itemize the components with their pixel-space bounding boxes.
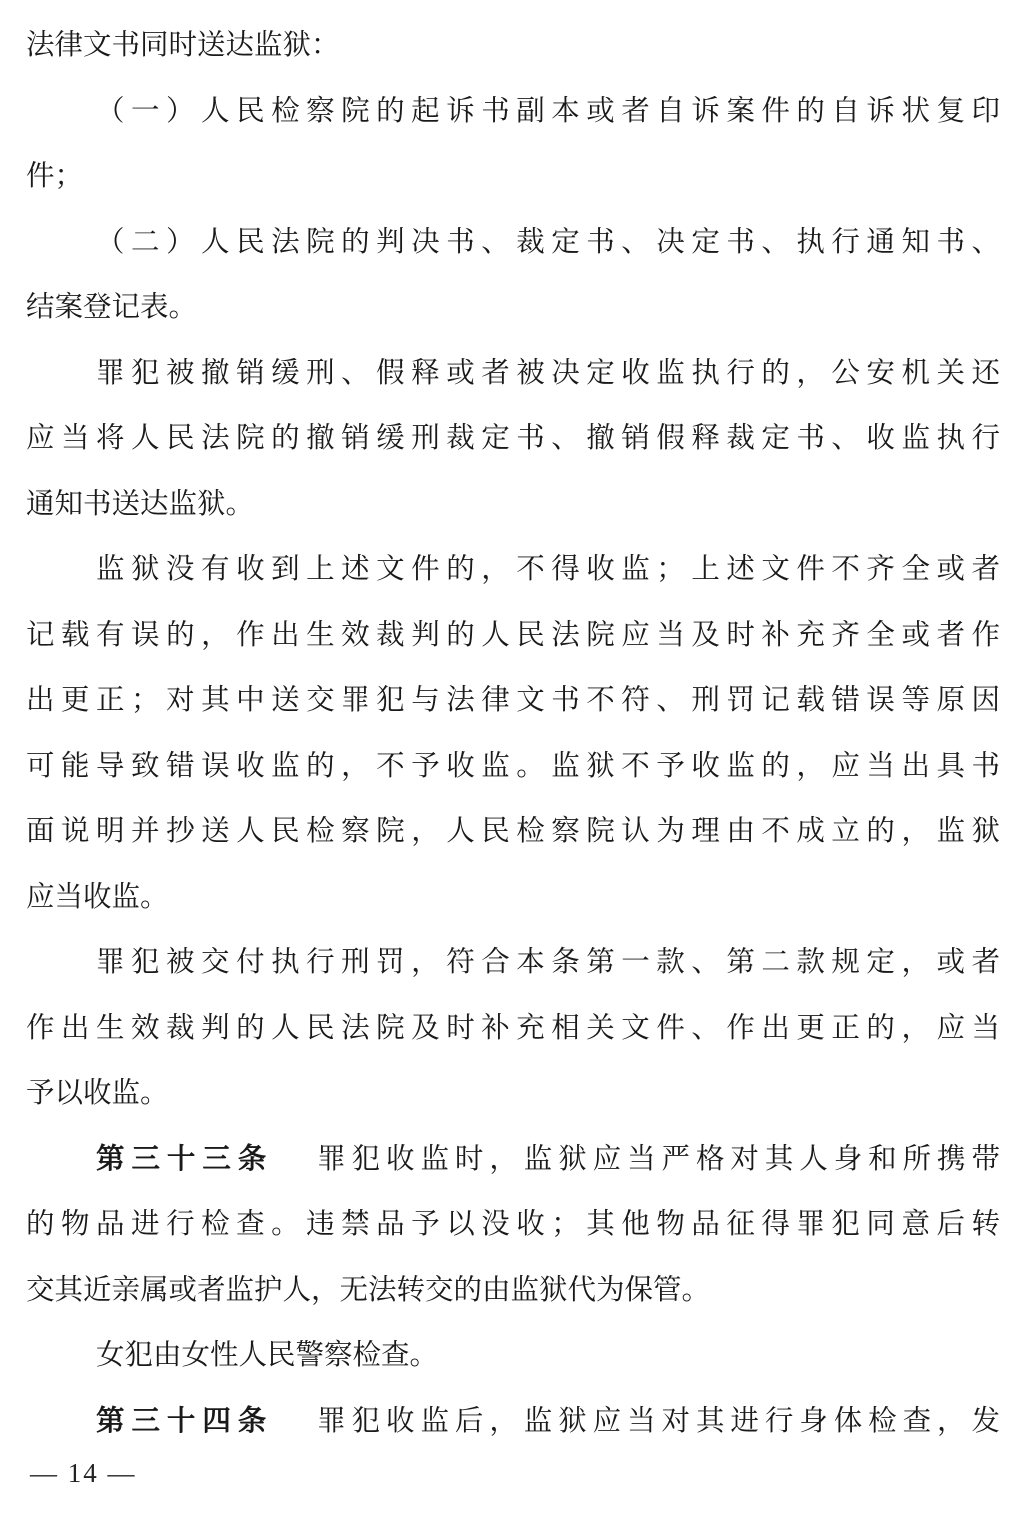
article-34-line [26,1388,1000,1454]
text-line: 作出生效裁判的人民法院及时补充相关文件、作出更正的，应当 [26,1010,1000,1044]
article-text: 罪犯收监后，监狱应当对其进行身体检查，发 [311,1403,1000,1437]
text-line: 可能导致错误收监的，不予收监。监狱不予收监的，应当出具书 [26,748,1000,782]
text-line: 件； [26,159,84,192]
text-line: 罪犯被交付执行刑罚，符合本条第一款、第二款规定，或者 [96,945,1000,978]
document-body [26,12,1000,1453]
text-line: 应当收监。 [26,879,169,913]
text-line: 出更正；对其中送交罪犯与法律文书不符、刑罚记载错误等原因 [26,683,1000,716]
text-line: （一）人民检察院的起诉书副本或者自诉案件的自诉状复印 [96,93,1000,127]
article-heading: 第三十四条 [96,1403,274,1437]
text-line: 通知书送达监狱。 [26,486,255,520]
article-33-line [26,1126,1000,1192]
text-line: 应当将人民法院的撤销缓刑裁定书、撤销假释裁定书、收监执行 [26,421,1000,454]
text-line: 罪犯被撤销缓刑、假释或者被决定收监执行的，公安机关还 [96,355,1000,389]
article-text: 罪犯收监时，监狱应当严格对其人身和所携带 [311,1141,1000,1175]
text-line: 女犯由女性人民警察检查。 [96,1338,439,1371]
text-line: （二）人民法院的判决书、裁定书、决定书、执行通知书、 [96,224,1000,258]
text-line: 交其近亲属或者监护人，无法转交的由监狱代为保管。 [26,1272,711,1306]
article-heading: 第三十三条 [96,1141,274,1175]
text-line: 予以收监。 [26,1076,169,1109]
text-line: 结案登记表。 [26,290,198,323]
text-line: 监狱没有收到上述文件的，不得收监；上述文件不齐全或者 [96,552,1000,585]
text-line: 的物品进行检查。违禁品予以没收；其他物品征得罪犯同意后转 [26,1207,1000,1240]
text-line: 法律文书同时送达监狱： [26,28,340,61]
page-number: — 14 — [30,1458,137,1488]
text-line: 记载有误的，作出生效裁判的人民法院应当及时补充齐全或者作 [26,617,1000,651]
text-line: 面说明并抄送人民检察院，人民检察院认为理由不成立的，监狱 [26,814,1000,847]
